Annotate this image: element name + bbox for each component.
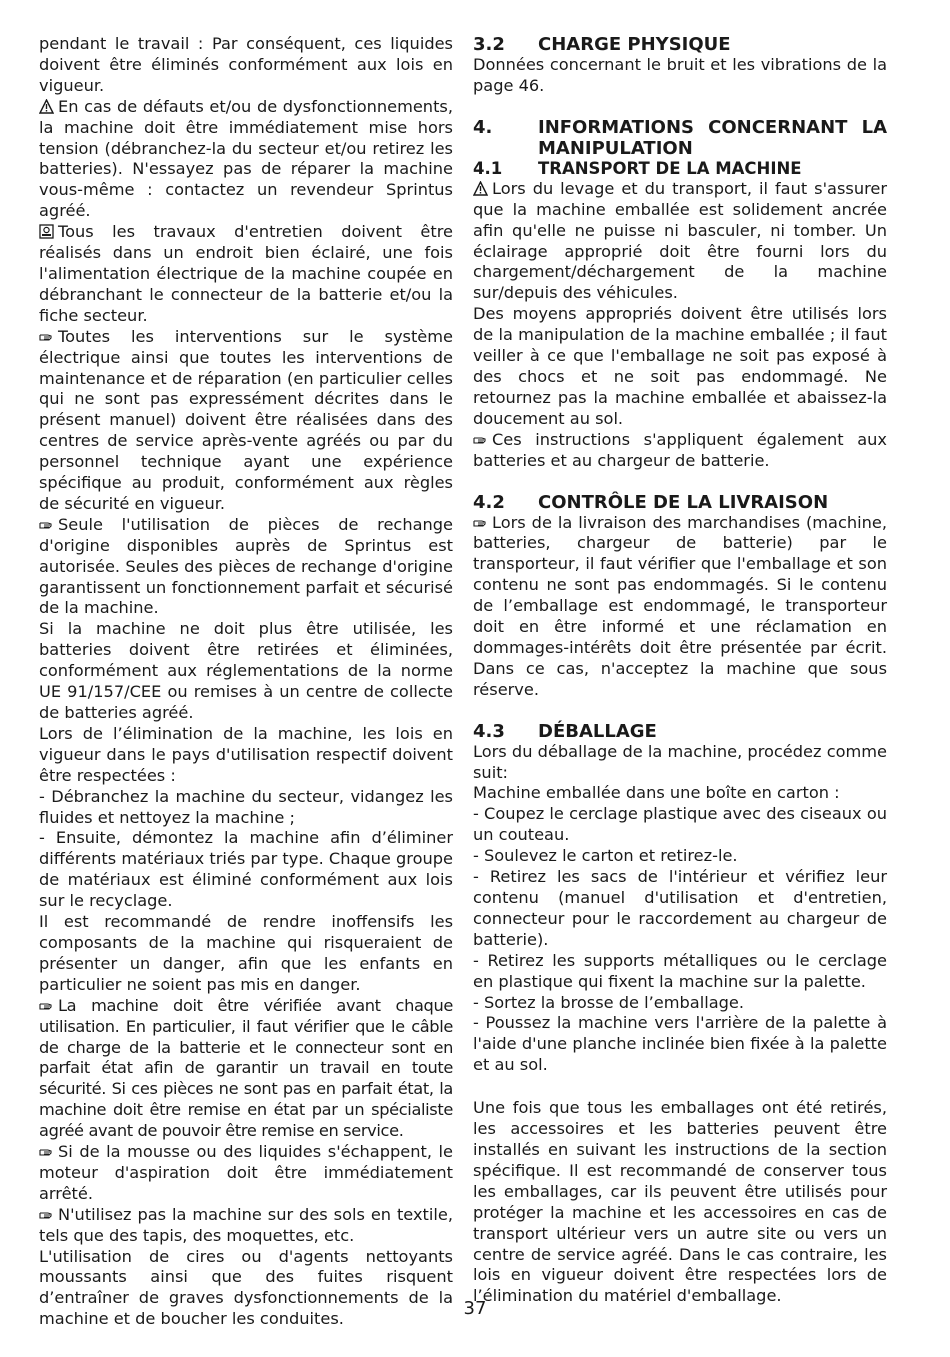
section-title: CONTRÔLE DE LA LIVRAISON xyxy=(538,491,829,513)
spacer xyxy=(473,1076,887,1098)
warning-triangle-icon xyxy=(39,99,54,114)
paragraph-warning xyxy=(39,97,453,222)
list-item: - Sortez la brosse de l’emballage. xyxy=(473,992,745,1012)
paragraph: Lors du déballage de la machine, procédez comme suit: xyxy=(473,741,887,782)
paragraph-note xyxy=(473,513,887,701)
section-title: CHARGE PHYSIQUE xyxy=(538,34,731,55)
list-item: - Coupez le cerclage plastique avec des ciseaux ou un couteau. xyxy=(473,804,887,845)
paragraph: pendant le travail : Par conséquent, ces liquides doivent être éliminés conformément aux lois en vigueur. xyxy=(39,34,453,95)
paragraph-text: Tous les travaux d'entretien doivent être réalisés dans un endroit bien éclairé, une fois l'alimentation électrique de la machine coupée en débranchant le connecteur de la batterie et/ou la fiche secteur. xyxy=(39,222,453,325)
paragraph: Données concernant le bruit et les vibrations de la page 46. xyxy=(473,55,887,95)
paragraph-note xyxy=(39,327,453,515)
section-number: 4. xyxy=(473,116,493,138)
section-heading-4-1 xyxy=(473,159,887,179)
section-number: 4.1 xyxy=(473,158,503,178)
paragraph: Machine emballée dans une boîte en carton : xyxy=(473,783,840,803)
list-item: - Débranchez la machine du secteur, vidangez les fluides et nettoyez la machine ; xyxy=(39,786,453,827)
paragraph-text: En cas de défauts et/ou de dysfonctionnements, la machine doit être immédiatement mise hors tension (débranchez-la du secteur et/ou retirez les batteries). N'essayez pas de réparer la machine vous-même : contactez un revendeur Sprintus agréé. xyxy=(39,96,453,221)
paragraph-maintenance xyxy=(39,222,453,327)
spacer xyxy=(473,472,887,492)
section-number: 3.2 xyxy=(473,34,505,55)
section-title: DÉBALLAGE xyxy=(538,720,657,742)
paragraph-text: Si de la mousse ou des liquides s'échappent, le moteur d'aspiration doit être immédiatement arrêté. xyxy=(39,1142,453,1203)
page-number: 37 xyxy=(463,1298,487,1319)
section-heading-3-2 xyxy=(473,34,887,55)
paragraph: Si la machine ne doit plus être utilisée, les batteries doivent être retirées et éliminées, conformément aux réglementations de la norme UE 91/157/CEE ou remises à un centre de collecte de batteries agréé. xyxy=(39,619,453,722)
paragraph: Lors de l’élimination de la machine, les lois en vigueur dans le pays d'utilisation respectif doivent être respectées : xyxy=(39,723,453,785)
list-item: - Soulevez le carton et retirez-le. xyxy=(473,846,738,866)
right-column xyxy=(473,34,887,1307)
paragraph-warning xyxy=(473,179,887,304)
paragraph-note xyxy=(39,996,453,1142)
paragraph: Une fois que tous les emballages ont été retirés, les accessoires et les batteries peuvent être installés en suivant les instructions de la section spécifique. Il est recommandé de conserver tous les emballages, car ils peuvent être utilisés pour protéger la machine et les accessoires en cas de transport ultérieur vers un autre site ou vers un centre de service agréé. Dans le cas contraire, les lois en vigueur doivent être respectées lors de l’élimination du matériel d'emballage. xyxy=(473,1098,887,1306)
section-heading-4-2 xyxy=(473,492,887,513)
list-item: - Poussez la machine vers l'arrière de la palette à l'aide d'une planche inclinée bien fixée à la palette et au sol. xyxy=(473,1013,887,1075)
paragraph-text: Lors du levage et du transport, il faut s'assurer que la machine emballée est solidement ancrée afin qu'elle ne puisse ni basculer, ni tomber. Un éclairage approprié doit être fourni lors du chargement/déchargement de la machine sur/depuis des véhicules. xyxy=(473,178,887,303)
pointing-hand-icon xyxy=(473,515,488,530)
paragraph-text: Toutes les interventions sur le système électrique ainsi que toutes les interventions de maintenance et de réparation (en particulier celles qui ne sont pas expressément décrites dans le présent manuel) doivent être réalisées dans des centres de service après-vente agréés ou par du personnel technique ayant une expérience spécifique au produit, conformément aux règles de sécurité en vigueur. xyxy=(39,326,453,513)
spacer xyxy=(473,701,887,721)
paragraph-note xyxy=(39,515,453,620)
pointing-hand-icon xyxy=(39,1207,54,1222)
left-column xyxy=(39,34,453,1330)
pointing-hand-icon xyxy=(39,998,54,1013)
section-title: TRANSPORT DE LA MACHINE xyxy=(538,158,802,178)
paragraph-note xyxy=(473,430,887,472)
paragraph-text: Seule l'utilisation de pièces de rechange d'origine disponibles auprès de Sprintus est autorisée. Seules des pièces de rechange d'origine garantissent un fonctionnement parfait et sécurisé de la machine. xyxy=(39,514,453,618)
paragraph: Il est recommandé de rendre inoffensifs les composants de la machine qui risqueraient de présenter un danger, afin que les enfants en particulier ne soient pas mis en danger. xyxy=(39,912,453,994)
pointing-hand-icon xyxy=(39,329,54,344)
maintenance-box-icon xyxy=(39,224,54,239)
pointing-hand-icon xyxy=(39,517,54,532)
paragraph-text: Lors de la livraison des marchandises (machine, batteries, chargeur de batterie) par le transporteur, il faut vérifier que l'emballage et son contenu ne sont pas endommagés. Si le contenu de l’emballage est endommagé, le transporteur doit en être informé et une réclamation en dommages-intérêts doit être présentée par écrit. Dans ce cas, n'acceptez la machine que sous réserve. xyxy=(473,512,887,699)
spacer xyxy=(473,97,887,117)
section-number: 4.3 xyxy=(473,720,505,742)
paragraph-text: N'utilisez pas la machine sur des sols en textile, tels que des tapis, des moquettes, etc. xyxy=(39,1204,453,1245)
section-title: INFORMATIONS CONCERNANT LA MANIPULATION xyxy=(538,116,887,159)
section-number: 4.2 xyxy=(473,491,505,513)
paragraph-text: La machine doit être vérifiée avant chaque utilisation. En particulier, il faut vérifier que le câble de charge de la batterie et le connecteur sont en parfait état afin de garantir un travail en toute sécurité. Si ces pièces ne sont pas en parfait état, la machine doit être remise en état par un spécialiste agréé avant de pouvoir être remise en service. xyxy=(39,995,453,1141)
pointing-hand-icon xyxy=(473,432,488,447)
list-item: - Retirez les sacs de l'intérieur et vérifiez leur contenu (manuel d'utilisation et d'entretien, connecteur pour le raccordement au chargeur de batterie). xyxy=(473,867,887,949)
list-item: - Ensuite, démontez la machine afin d’éliminer différents matériaux triés par type. Chaque groupe de matériaux est éliminé conformément aux lois sur le recyclage. xyxy=(39,828,453,911)
pointing-hand-icon xyxy=(39,1144,54,1159)
warning-triangle-icon xyxy=(473,181,488,196)
paragraph-note xyxy=(39,1142,453,1205)
paragraph-note xyxy=(39,1205,453,1247)
section-heading-4 xyxy=(473,117,887,159)
paragraph: L'utilisation de cires ou d'agents nettoyants moussants ainsi que des fuites risquent d’entraîner de graves dysfonctionnements de la machine et de boucher les conduites. xyxy=(39,1246,453,1329)
section-heading-4-3 xyxy=(473,721,887,742)
list-item: - Retirez les supports métalliques ou le cerclage en plastique qui fixent la machine sur la palette. xyxy=(473,950,887,991)
paragraph: Des moyens appropriés doivent être utilisés lors de la manipulation de la machine emballée ; il faut veiller à ce que l'emballage ne soit pas exposé à des chocs et ne soit pas endommagé. Ne retournez pas la machine emballée et abaissez-la doucement au sol. xyxy=(473,304,887,428)
paragraph-text: Ces instructions s'appliquent également aux batteries et au chargeur de batterie. xyxy=(473,429,887,470)
